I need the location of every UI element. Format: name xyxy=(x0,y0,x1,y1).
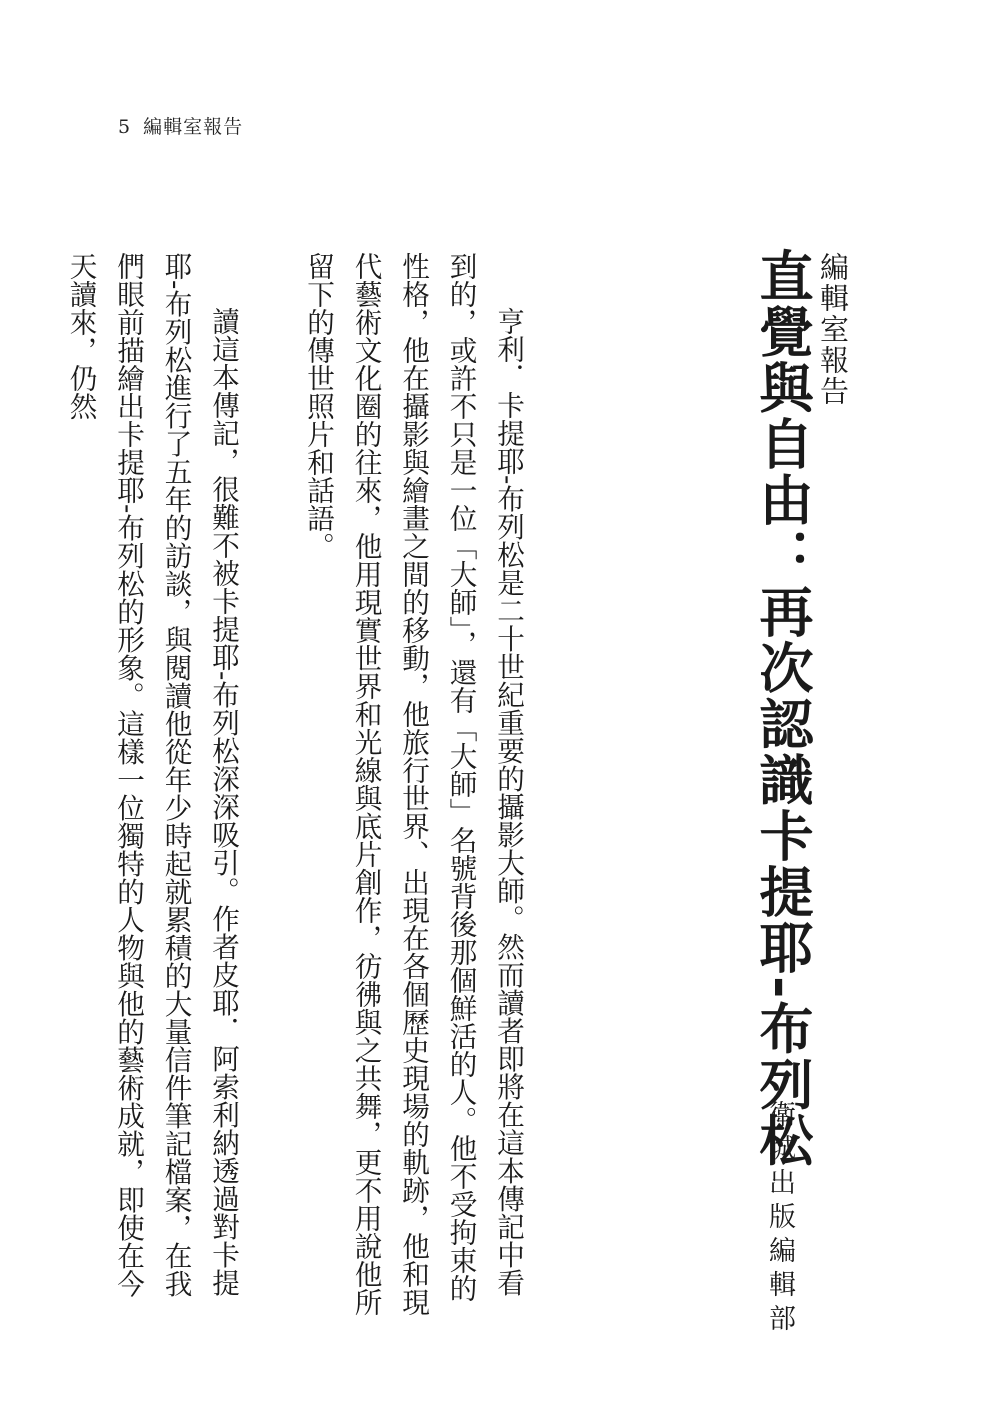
article-title: 直覺與自由：再次認識卡提耶-布列松 xyxy=(751,248,815,1169)
running-head xyxy=(118,112,243,139)
article-byline: 衛城出版編輯部 xyxy=(764,1100,795,1338)
body-paragraph-1: 亨利．卡提耶-布列松是二十世紀重要的攝影大師。然而讀者即將在這本傳記中看到的，或許不只是一位「大師」，還有「大師」名號背後那個鮮活的人。他不受拘束的性格，他在攝影與繪畫之間的移動，他旅行世界、出現在各個歷史現場的軌跡，他和現代藝術文化圈的往來，他用現實世界和光線與底片創作，彷彿與之共舞，更不用說他所留下的傳世照片和話語。 xyxy=(302,252,525,1316)
article-body xyxy=(57,252,532,1317)
body-paragraph-2: 讀這本傳記，很難不被卡提耶-布列松深深吸引。作者皮耶．阿索利納透過對卡提耶-布列松進行了五年的訪談，與閱讀他從年少時起就累積的大量信件筆記檔案，在我們眼前描繪出卡提耶-布列松的形象。這樣一位獨特的人物與他的藝術成就，即使在今天讀來，仍然 xyxy=(64,252,240,1298)
running-head-section: 編輯室報告 xyxy=(143,116,244,138)
page-number: 5 xyxy=(118,116,132,138)
section-label: 編輯室報告 xyxy=(816,252,850,407)
